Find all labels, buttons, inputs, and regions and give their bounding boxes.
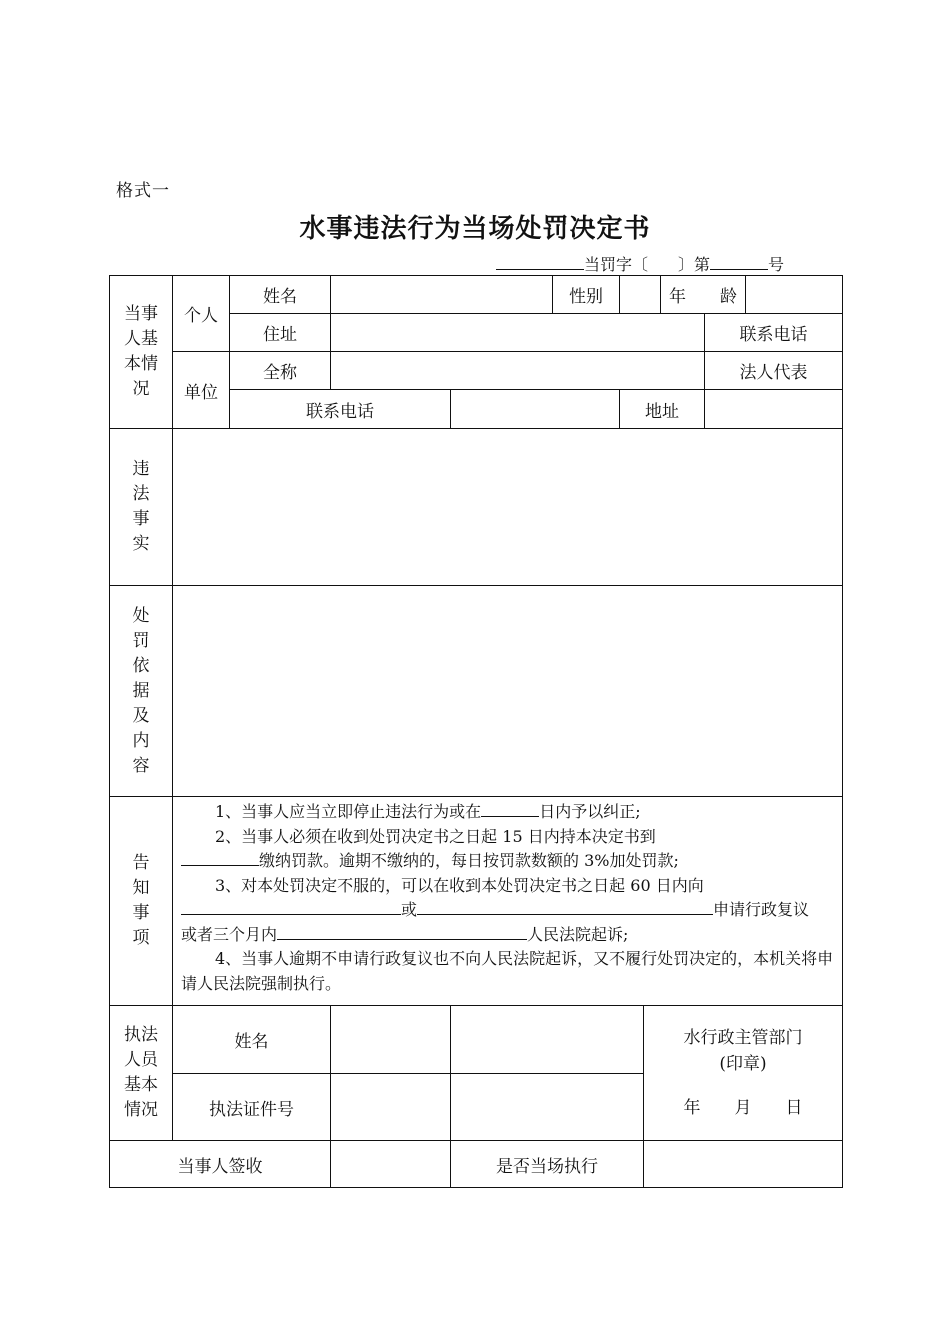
notice-label-char: 知: [132, 878, 150, 898]
full-name-field[interactable]: [331, 352, 705, 390]
review-authority-blank-1[interactable]: [181, 900, 401, 915]
authority-seal-block: [644, 1006, 843, 1141]
party-label-line: 当事: [124, 304, 158, 324]
penalty-label-char: 及: [132, 705, 150, 726]
unit-phone-label: 联系电话: [230, 390, 451, 429]
party-info-label: [110, 276, 173, 429]
notice-item1-tail: 日内予以纠正;: [539, 802, 641, 821]
document-number: [496, 252, 784, 275]
doc-no-part1: 当罚字〔: [584, 255, 649, 274]
officers-label-line: 执法: [124, 1025, 158, 1045]
decision-form-table: [109, 275, 843, 1188]
doc-no-part2: 〕第: [678, 255, 711, 274]
notice-item-2: [181, 825, 834, 850]
officer-name-label: 姓名: [173, 1006, 331, 1074]
facts-label-char: 违: [132, 459, 150, 479]
review-authority-blank-2[interactable]: [417, 900, 713, 915]
format-label: 格式一: [116, 181, 170, 201]
name-field[interactable]: [331, 276, 553, 314]
unit-label: 单位: [173, 352, 230, 429]
court-name-blank[interactable]: [277, 925, 527, 940]
payment-place-blank[interactable]: [181, 851, 259, 866]
party-receipt-field[interactable]: [331, 1141, 451, 1188]
correction-days-blank[interactable]: [481, 802, 539, 817]
party-label-line: 况: [132, 379, 150, 399]
penalty-label-char: 罚: [132, 630, 150, 651]
officers-label-line: 人员: [124, 1050, 158, 1070]
full-name-label: 全称: [230, 352, 331, 390]
notice-item-1: [181, 800, 834, 825]
penalty-label-char: 内: [132, 730, 150, 751]
notice-item1-text: 1、当事人应当立即停止违法行为或在: [215, 802, 482, 821]
officer-name-field-2[interactable]: [451, 1006, 644, 1074]
notice-item3-or: 或: [401, 900, 418, 919]
age-label: 年 龄: [661, 276, 746, 314]
address-field[interactable]: [331, 314, 705, 352]
doc-no-part3: 号: [768, 255, 785, 274]
penalty-label-char: 依: [132, 655, 150, 676]
facts-label-char: 事: [132, 509, 150, 529]
seal-date: [644, 1095, 842, 1121]
notice-label-char: 告: [132, 853, 150, 873]
penalty-label-char: 据: [132, 680, 150, 701]
notice-label-char: 事: [132, 903, 150, 923]
notice-item3-months: 或者三个月内: [181, 924, 278, 944]
doc-serial-blank[interactable]: [710, 255, 768, 270]
notice-item-2-cont: [181, 849, 834, 874]
notice-item3-review: 申请行政复议: [713, 900, 810, 919]
notice-label: [110, 797, 173, 1006]
gender-label: 性别: [553, 276, 620, 314]
age-field[interactable]: [746, 276, 843, 314]
date-month: 月: [734, 1098, 752, 1118]
officer-cert-field-1[interactable]: [331, 1074, 451, 1141]
executed-on-site-label: 是否当场执行: [451, 1141, 644, 1188]
officer-cert-label: 执法证件号: [173, 1074, 331, 1141]
notice-content: [173, 797, 843, 1006]
unit-phone-field[interactable]: [451, 390, 620, 429]
notice-label-char: 项: [132, 928, 150, 948]
officers-label-line: 情况: [124, 1100, 158, 1120]
penalty-basis-label: [110, 586, 173, 797]
name-label: 姓名: [230, 276, 331, 314]
doc-prefix-blank[interactable]: [496, 255, 584, 270]
date-year: 年: [683, 1098, 701, 1118]
notice-item3-text: 3、对本处罚决定不服的，可以在收到本处罚决定书之日起 60 日内向: [215, 875, 704, 895]
facts-field[interactable]: [173, 429, 843, 586]
party-label-line: 本情: [124, 354, 158, 374]
individual-label: 个人: [173, 276, 230, 352]
party-label-line: 人基: [124, 329, 158, 349]
officer-name-field-1[interactable]: [331, 1006, 451, 1074]
notice-item2-tail: 缴纳罚款。逾期不缴纳的，每日按罚款数额的 3%加处罚款;: [259, 851, 679, 870]
officer-cert-field-2[interactable]: [451, 1074, 644, 1141]
notice-item2-text: 2、当事人必须在收到处罚决定书之日起 15 日内持本决定书到: [215, 826, 656, 846]
unit-address-label: 地址: [620, 390, 705, 429]
facts-label-char: 实: [132, 534, 150, 554]
penalty-basis-field[interactable]: [173, 586, 843, 797]
executed-on-site-field[interactable]: [644, 1141, 843, 1188]
notice-item-3-cont2: [181, 923, 834, 948]
unit-address-field[interactable]: [705, 390, 843, 429]
authority-name: 水行政主管部门: [683, 1028, 803, 1048]
legal-rep-label: 法人代表: [705, 352, 843, 390]
notice-item-3-cont: [181, 898, 834, 923]
party-receipt-label: 当事人签收: [110, 1141, 331, 1188]
facts-label: [110, 429, 173, 586]
seal-label: (印章): [719, 1054, 767, 1074]
address-label: 住址: [230, 314, 331, 352]
date-day: 日: [785, 1098, 803, 1118]
phone-label: 联系电话: [705, 314, 843, 352]
penalty-label-char: 容: [132, 755, 150, 776]
gender-field[interactable]: [620, 276, 661, 314]
penalty-label-char: 处: [132, 605, 150, 626]
document-title: 水事违法行为当场处罚决定书: [299, 214, 651, 244]
notice-item-4: 4、当事人逾期不申请行政复议也不向人民法院起诉，又不履行处罚决定的，本机关将申请人民法院强制执行。: [181, 949, 834, 993]
officers-label: [110, 1006, 173, 1141]
officers-label-line: 基本: [124, 1075, 158, 1095]
notice-item-3: [181, 874, 834, 899]
notice-item3-court: 人民法院起诉;: [527, 924, 629, 944]
facts-label-char: 法: [132, 484, 150, 504]
